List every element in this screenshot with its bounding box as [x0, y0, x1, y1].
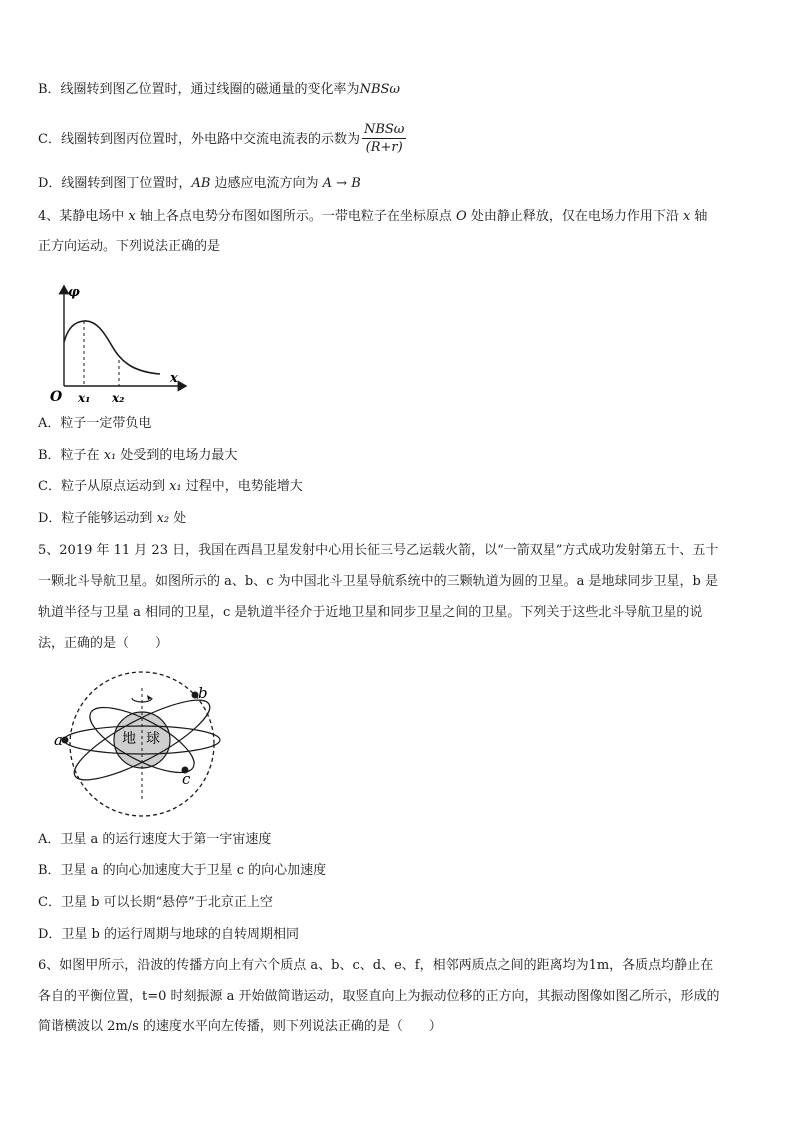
x-axis-label: x [170, 371, 178, 386]
tick-x1-label: x₁ [78, 391, 91, 405]
q4-option-b [38, 447, 237, 465]
q5-option-a: A．卫星 a 的运行速度大于第一宇宙速度 [38, 832, 272, 847]
satellite-c-label: c [182, 770, 191, 788]
q3-option-d-label: D．线圈转到图丁位置时， [38, 176, 192, 191]
q4-var-o: O [456, 209, 467, 224]
q4-var-x2: x [682, 209, 691, 224]
q5-option-d: D．卫星 b 的运行周期与地球的自转周期相同 [38, 927, 300, 942]
potential-curve [64, 321, 160, 374]
q5-stem-line2: 一颗北斗导航卫星。如图所示的 a、b、c 为中国北斗卫星导航系统中的三颗轨道为圆的卫星。a 是地球同步卫星，b 是 [38, 574, 718, 589]
q4-option-b-text2: 处受到的电场力最大 [116, 448, 238, 463]
q4-option-c [38, 478, 303, 496]
q4-option-b-text: B．粒子在 [38, 448, 104, 463]
fraction-denominator: (R+r) [365, 140, 403, 155]
satellite-orbit-figure [52, 670, 232, 820]
q5-stem-line4: 法，正确的是（ ） [38, 636, 169, 651]
earth-label-right: 球 [146, 731, 160, 747]
q3-option-c [38, 122, 406, 157]
q3-option-d-rest: 边感应电流方向为 [210, 176, 323, 191]
q4-option-c-var: x₁ [169, 479, 182, 494]
q5-option-c: C．卫星 b 可以长期“悬停”于北京正上空 [38, 895, 273, 910]
tick-x2-label: x₂ [112, 391, 125, 405]
q4-text-1: 4、某静电场中 [38, 209, 129, 224]
q6-stem-line2: 各自的平衡位置，t=0 时刻振源 a 开始做简谐运动，取竖直向上为振动位移的正方向，其振动图像如图乙所示，形成的 [38, 989, 720, 1004]
potential-graph [48, 280, 198, 405]
q4-option-d [38, 510, 186, 528]
q5-stem-line3: 轨道半径与卫星 a 相同的卫星，c 是轨道半径介于近地卫星和同步卫星之间的卫星。下列关于这些北斗导航卫星的说 [38, 605, 703, 620]
q4-option-a: A．粒子一定带负电 [38, 416, 152, 431]
q5-stem-line1: 5、2019 年 11 月 23 日，我国在西昌卫星发射中心用长征三号乙运载火箭，以“一箭双星”方式成功发射第五十、五十 [38, 543, 719, 558]
q3-option-d-ab: AB [191, 176, 211, 191]
q5-option-b: B．卫星 a 的向心加速度大于卫星 c 的向心加速度 [38, 863, 327, 878]
q4-stem-line2: 正方向运动。下列说法正确的是 [38, 239, 221, 254]
q3-option-b-label: B．线圈转到图乙位置时，通过线圈的磁通量的变化率为 [38, 82, 360, 97]
q4-option-b-var: x₁ [103, 448, 117, 463]
q4-option-c-text2: 过程中，电势能增大 [181, 479, 303, 494]
q4-option-c-text: C．粒子从原点运动到 [38, 479, 170, 494]
satellite-b-label: b [198, 684, 208, 702]
q3-option-d-direction: A → B [322, 176, 361, 191]
q3-option-c-label: C．线圈转到图丙位置时，外电路中交流电流表的示数为 [38, 132, 360, 147]
q4-text-2: 轴上各点电势分布图如图所示。一带电粒子在坐标原点 [135, 209, 457, 224]
earth-label-left: 地 [122, 731, 136, 747]
q4-option-d-text: D．粒子能够运动到 [38, 511, 157, 526]
q6-stem-line3: 简谐横波以 2m/s 的速度水平向左传播，则下列说法正确的是（ ） [38, 1019, 442, 1034]
satellite-a-label: a [54, 731, 63, 749]
q4-text-3: 处由静止释放，仅在电场力作用下沿 [466, 209, 683, 224]
q3-option-b-math: NBSω [359, 82, 400, 97]
q4-text-4: 轴 [690, 209, 708, 224]
q4-stem-line1 [38, 208, 707, 226]
y-axis-label: φ [68, 285, 80, 300]
fraction-numerator: NBSω [363, 122, 405, 137]
q3-option-d [38, 175, 361, 193]
q4-option-d-var: x₂ [156, 511, 170, 526]
q3-option-c-fraction [362, 122, 406, 157]
origin-label: O [50, 389, 63, 405]
q6-stem-line1: 6、如图甲所示，沿波的传播方向上有六个质点 a、b、c、d、e、f，相邻两质点之间的距离均为1m，各质点均静止在 [38, 958, 714, 973]
q4-option-d-text2: 处 [169, 511, 187, 526]
q4-var-x: x [128, 209, 136, 224]
q3-option-b [38, 81, 400, 99]
